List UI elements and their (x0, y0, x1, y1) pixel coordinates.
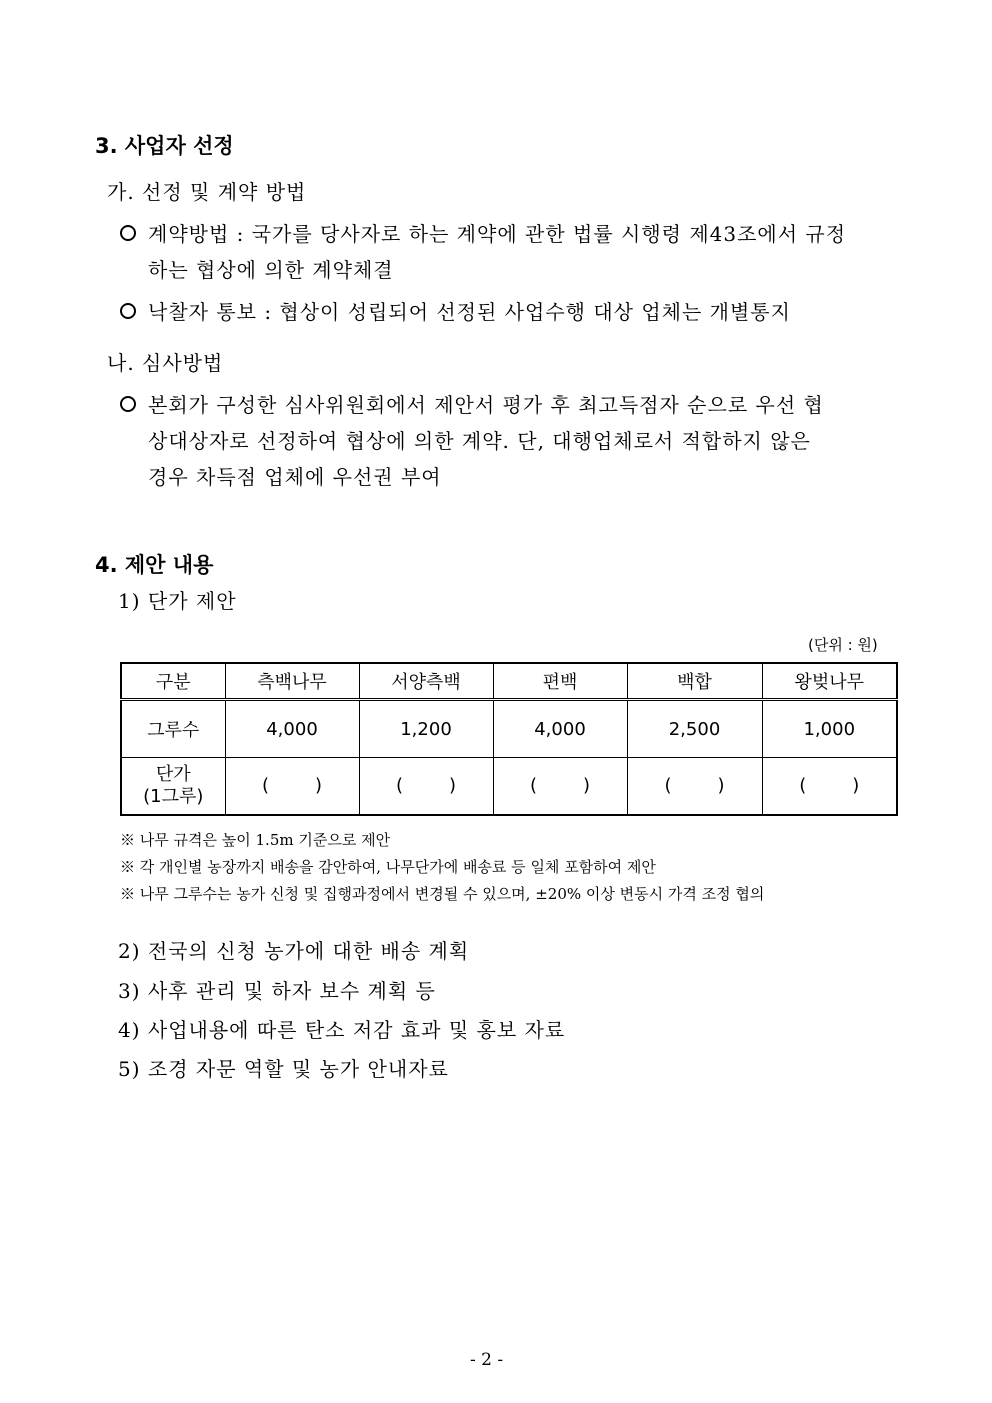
note-quantity-change: ※ 나무 그루수는 농가 신청 및 집행과정에서 변경될 수 있으며, ±20% 이상 변동시 가격 조정 협의 (120, 885, 765, 903)
price-label-unit: (1그루) (143, 786, 204, 807)
unit-price-table (120, 662, 898, 816)
price-input-cell[interactable] (762, 758, 897, 816)
contract-method-line2: 하는 협상에 의한 계약체결 (148, 258, 394, 282)
item-5-landscape-advice: 5) 조경 자문 역할 및 농가 안내자료 (118, 1057, 449, 1081)
header-cell: 구분 (121, 663, 225, 700)
count-cell: 4,000 (225, 700, 359, 758)
winner-notice-line: 낙찰자 통보 : 협상이 성립되어 선정된 사업수행 대상 업체는 개별통지 (148, 300, 791, 324)
page-number: - 2 - (470, 1350, 504, 1370)
paren-open: ( (396, 775, 404, 796)
row-label (121, 758, 225, 816)
item-2-delivery-plan: 2) 전국의 신청 농가에 대한 배송 계획 (118, 939, 470, 963)
price-input-cell[interactable] (627, 758, 762, 816)
subsection-b-title: 나. 심사방법 (107, 351, 224, 375)
count-cell: 1,200 (359, 700, 493, 758)
price-label: 단가 (155, 764, 191, 785)
note-tree-spec: ※ 나무 규격은 높이 1.5m 기준으로 제안 (120, 831, 391, 849)
contract-method-line1: 계약방법 : 국가를 당사자로 하는 계약에 관한 법률 시행령 제43조에서 규정 (148, 222, 847, 246)
circle-bullet-icon (120, 303, 136, 319)
subsection-a-title: 가. 선정 및 계약 방법 (107, 180, 307, 204)
table-row-price (121, 758, 897, 816)
circle-bullet-icon (120, 225, 136, 241)
item-3-maintenance-plan: 3) 사후 관리 및 하자 보수 계획 등 (118, 979, 436, 1003)
review-method-line1: 본회가 구성한 심사위원회에서 제안서 평가 후 최고득점자 순으로 우선 협 (148, 393, 824, 417)
paren-open: ( (530, 775, 538, 796)
header-cell: 측백나무 (225, 663, 359, 700)
count-cell: 4,000 (493, 700, 627, 758)
price-input-cell[interactable] (493, 758, 627, 816)
paren-close: ) (582, 775, 590, 796)
table-row-count (121, 700, 897, 758)
paren-open: ( (262, 775, 270, 796)
header-cell: 백합 (627, 663, 762, 700)
paren-close: ) (314, 775, 322, 796)
paren-open: ( (799, 775, 807, 796)
review-method-line3: 경우 차득점 업체에 우선권 부여 (148, 465, 442, 489)
count-cell: 1,000 (762, 700, 897, 758)
paren-close: ) (852, 775, 860, 796)
unit-label: (단위 : 원) (808, 636, 878, 654)
price-input-cell[interactable] (225, 758, 359, 816)
section-3-heading: 3. 사업자 선정 (95, 134, 234, 158)
header-cell: 서양측백 (359, 663, 493, 700)
price-input-cell[interactable] (359, 758, 493, 816)
note-delivery: ※ 각 개인별 농장까지 배송을 감안하여, 나무단가에 배송료 등 일체 포함하여 제안 (120, 858, 656, 876)
review-method-line2: 상대상자로 선정하여 협상에 의한 계약. 단, 대행업체로서 적합하지 않은 (148, 429, 811, 453)
circle-bullet-icon (120, 396, 136, 412)
paren-close: ) (448, 775, 456, 796)
count-cell: 2,500 (627, 700, 762, 758)
table-header-row (121, 663, 897, 700)
paren-open: ( (664, 775, 672, 796)
item-1-unit-price: 1) 단가 제안 (118, 589, 237, 613)
header-cell: 편백 (493, 663, 627, 700)
header-cell: 왕벚나무 (762, 663, 897, 700)
section-4-heading: 4. 제안 내용 (95, 553, 214, 577)
item-4-carbon-effect: 4) 사업내용에 따른 탄소 저감 효과 및 홍보 자료 (118, 1018, 566, 1042)
row-label: 그루수 (121, 700, 225, 758)
paren-close: ) (717, 775, 725, 796)
